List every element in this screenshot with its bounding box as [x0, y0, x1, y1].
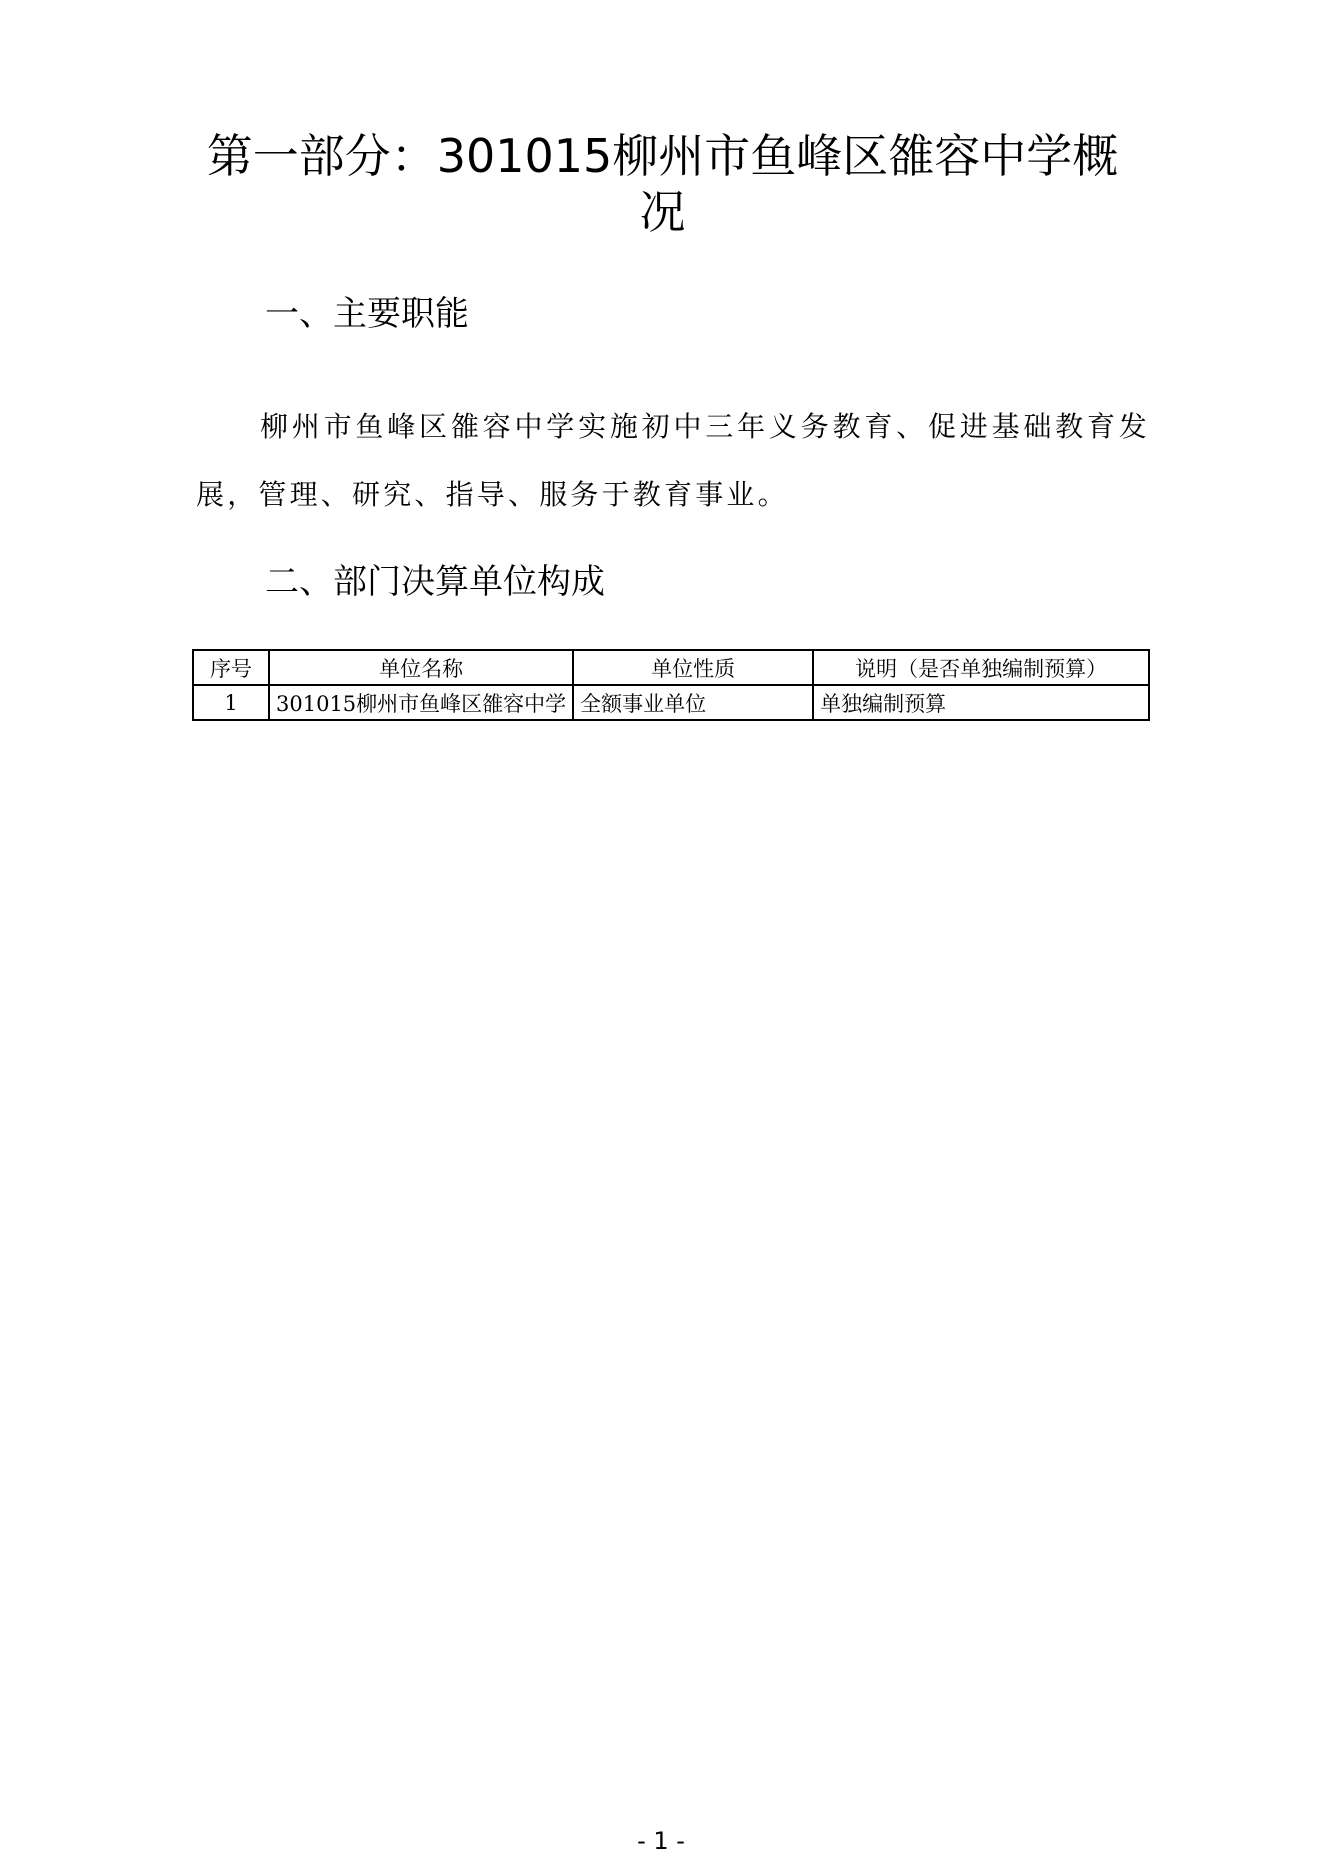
table-header-note: 说明（是否单独编制预算） — [813, 650, 1149, 685]
table-cell-note: 单独编制预算 — [813, 685, 1149, 720]
unit-composition-table — [192, 649, 1150, 721]
section-heading-unit-composition: 二、部门决算单位构成 — [265, 562, 605, 602]
table-header-row — [193, 650, 1149, 685]
table-cell-unit-type: 全额事业单位 — [573, 685, 813, 720]
page-number: - 1 - — [637, 1827, 685, 1855]
main-functions-paragraph: 柳州市鱼峰区雒容中学实施初中三年义务教育、促进基础教育发展，管理、研究、指导、服务于教育事业。 — [196, 410, 1150, 511]
table-header-unit-name: 单位名称 — [269, 650, 573, 685]
table-header-unit-type: 单位性质 — [573, 650, 813, 685]
section-heading-main-functions: 一、主要职能 — [265, 294, 469, 334]
table-header-index: 序号 — [193, 650, 269, 685]
table-cell-index: 1 — [193, 685, 269, 720]
table-cell-unit-name: 301015柳州市鱼峰区雒容中学 — [269, 685, 573, 720]
page-title: 第一部分：301015柳州市鱼峰区雒容中学概况 — [206, 129, 1119, 239]
table-row — [193, 685, 1149, 720]
